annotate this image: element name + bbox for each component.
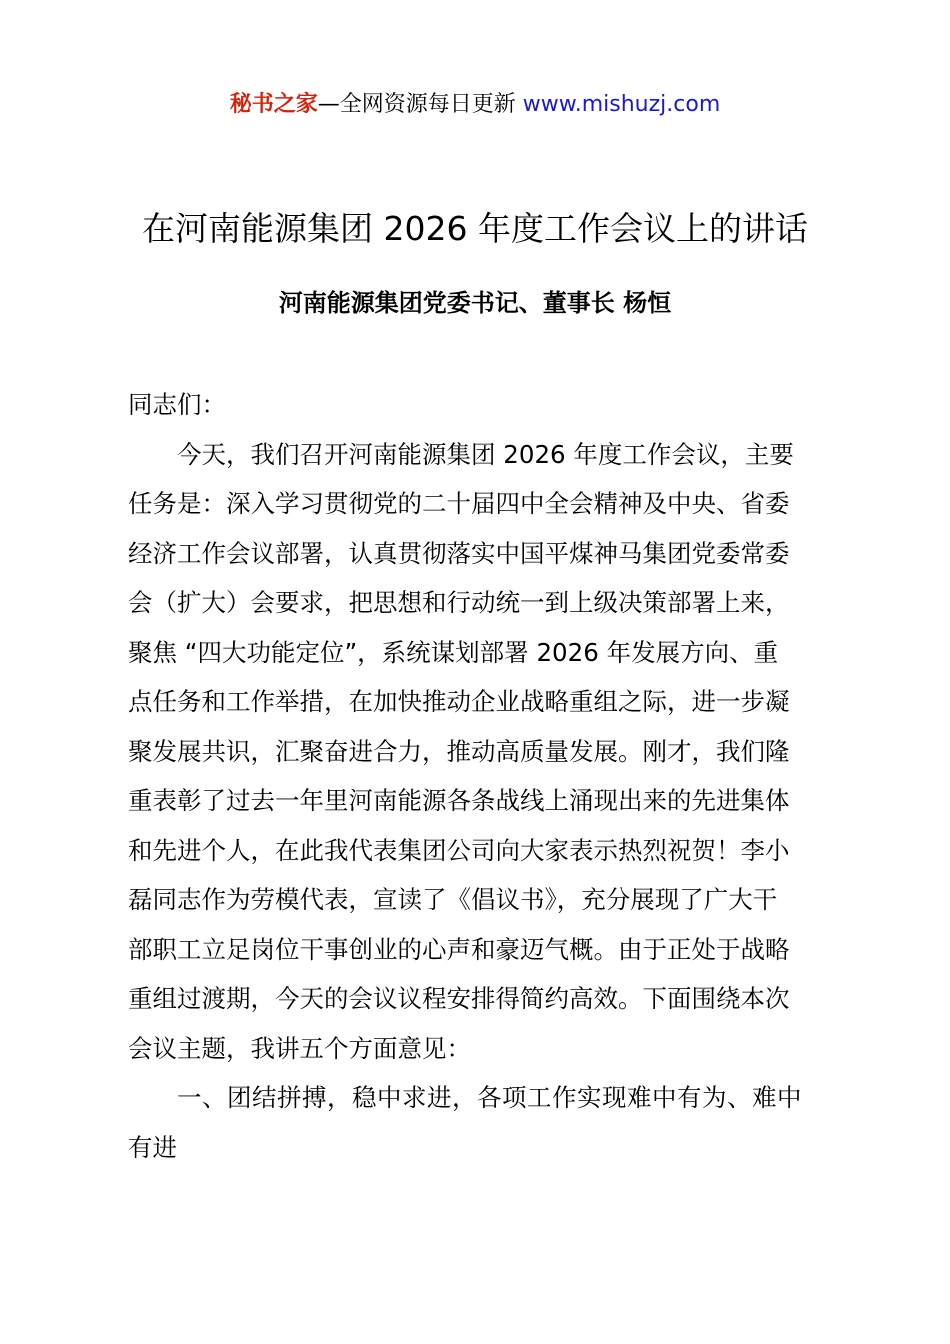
paragraph-line: 会（扩大）会要求，把思想和行动统一到上级决策部署上来， <box>128 588 790 617</box>
paragraph-line: 磊同志作为劳模代表，宣读了《倡议书》，充分展现了广大干 <box>128 885 778 914</box>
site-url-link[interactable]: www.mishuzj.com <box>522 92 721 117</box>
salutation: 同志们： <box>128 390 226 419</box>
document-body <box>128 380 834 1172</box>
paragraph-line: 会议主题，我讲五个方面意见： <box>128 1033 471 1063</box>
header-tagline: —全网资源每日更新 <box>317 92 523 117</box>
document-title: 在河南能源集团 2026 年度工作会议上的讲话 <box>142 209 808 248</box>
paragraph-line: 聚发展共识，汇聚奋进合力，推动高质量发展。刚才，我们隆 <box>128 736 790 766</box>
paragraph-line: 任务是：深入学习贯彻党的二十届四中全会精神及中央、省委 <box>128 489 790 518</box>
paragraph <box>128 430 834 1074</box>
paragraph-line: 部职工立足岗位干事创业的心声和豪迈气概。由于正处于战略 <box>128 934 790 964</box>
paragraph-line: 重表彰了过去一年里河南能源各条战线上涌现出来的先进集体 <box>128 786 790 815</box>
section-heading <box>128 1073 834 1172</box>
section-heading-line: 一、团结拼搏，稳中求进，各项工作实现难中有为、难中 <box>177 1083 802 1112</box>
paragraph-line: 重组过渡期，今天的会议议程安排得简约高效。下面围绕本次 <box>128 984 790 1013</box>
paragraph-line: 聚焦 “四大功能定位”，系统谋划部署 2026 年发展方向、重 <box>128 637 779 667</box>
section-heading-line: 有进 <box>128 1132 177 1162</box>
brand-name: 秘书之家 <box>229 92 318 117</box>
document-subtitle: 河南能源集团党委书记、董事长 杨恒 <box>278 289 672 317</box>
paragraph-line: 和先进个人，在此我代表集团公司向大家表示热烈祝贺！李小 <box>128 835 790 865</box>
paragraph-line: 点任务和工作举措，在加快推动企业战略重组之际，进一步凝 <box>128 687 790 716</box>
site-header <box>0 90 950 120</box>
paragraph-line: 今天，我们召开河南能源集团 2026 年度工作会议，主要 <box>177 439 794 469</box>
paragraph-line: 经济工作会议部署，认真贯彻落实中国平煤神马集团党委常委 <box>128 538 790 568</box>
